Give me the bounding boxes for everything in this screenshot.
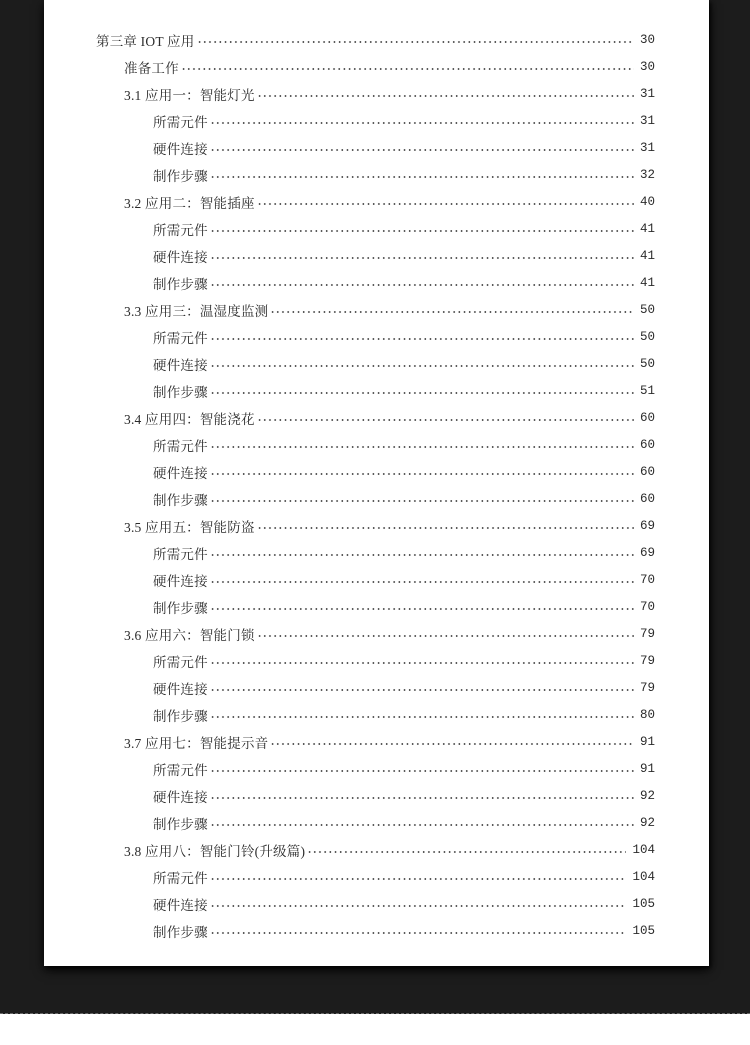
toc-entry[interactable] [44,161,709,188]
toc-dot-leader [210,824,634,826]
toc-dot-leader [257,635,634,637]
toc-entry-title: 硬件连接 [153,789,208,805]
toc-entry[interactable] [44,755,709,782]
toc-dot-leader [257,527,634,529]
toc-dot-leader [210,689,634,691]
toc-entry-page-number: 41 [639,275,655,290]
toc-entry[interactable] [44,917,709,944]
toc-entry-title: 硬件连接 [153,249,208,265]
toc-entry[interactable] [44,80,709,107]
toc-entry-page-number: 91 [639,761,655,776]
toc-entry-title: 制作步骤 [153,384,208,400]
toc-entry-title: 硬件连接 [153,573,208,589]
toc-dot-leader [210,230,634,232]
toc-entry-title: 硬件连接 [153,141,208,157]
toc-entry-page-number: 50 [639,302,655,317]
toc-entry[interactable] [44,269,709,296]
toc-entry[interactable] [44,350,709,377]
toc-entry-title: 所需元件 [153,114,208,130]
toc-entry-page-number: 92 [639,788,655,803]
toc-entry-page-number: 69 [639,518,655,533]
toc-dot-leader [210,905,627,907]
toc-entry[interactable] [44,242,709,269]
toc-dot-leader [210,770,634,772]
toc-entry-title: 硬件连接 [153,357,208,373]
toc-entry-page-number: 69 [639,545,655,560]
toc-entry-title: 所需元件 [153,546,208,562]
toc-dot-leader [210,257,634,259]
toc-dot-leader [270,311,634,313]
toc-dot-leader [210,284,634,286]
toc-entry-page-number: 104 [632,869,655,884]
toc-entry[interactable] [44,701,709,728]
toc-entry-page-number: 50 [639,329,655,344]
toc-dot-leader [307,851,626,853]
toc-dot-leader [210,473,634,475]
toc-entry[interactable] [44,458,709,485]
toc-entry-page-number: 105 [632,923,655,938]
toc-dot-leader [210,365,634,367]
toc-entry-page-number: 31 [639,140,655,155]
toc-dot-leader [210,554,634,556]
toc-entry-page-number: 92 [639,815,655,830]
toc-dot-leader [210,446,634,448]
document-page [44,0,709,966]
toc-entry-page-number: 79 [639,680,655,695]
toc-entry-page-number: 70 [639,572,655,587]
toc-entry-title: 所需元件 [153,870,208,886]
toc-entry-title: 所需元件 [153,222,208,238]
toc-entry-title: 3.1 应用一：智能灯光 [124,87,255,103]
toc-entry-title: 所需元件 [153,330,208,346]
toc-entry-page-number: 41 [639,248,655,263]
toc-entry[interactable] [44,431,709,458]
toc-entry-page-number: 70 [639,599,655,614]
toc-dot-leader [197,41,634,43]
toc-entry-page-number: 30 [639,59,655,74]
toc-dot-leader [210,338,634,340]
toc-entry-title: 3.5 应用五：智能防盗 [124,519,255,535]
toc-dot-leader [270,743,634,745]
toc-entry[interactable] [44,539,709,566]
toc-entry-page-number: 91 [639,734,655,749]
toc-dot-leader [181,68,634,70]
toc-entry-page-number: 30 [639,32,655,47]
toc-entry[interactable] [44,863,709,890]
toc-entry[interactable] [44,107,709,134]
toc-entry-title: 制作步骤 [153,600,208,616]
toc-dot-leader [210,122,634,124]
toc-dot-leader [210,500,634,502]
toc-dot-leader [210,608,634,610]
toc-entry-page-number: 50 [639,356,655,371]
toc-entry-page-number: 31 [639,113,655,128]
toc-entry-page-number: 79 [639,653,655,668]
toc-dot-leader [210,662,634,664]
toc-dot-leader [257,203,634,205]
toc-entry-title: 制作步骤 [153,708,208,724]
toc-entry-title: 准备工作 [124,60,179,76]
page-break-divider [0,1013,750,1014]
toc-entry-title: 所需元件 [153,654,208,670]
toc-entry-page-number: 80 [639,707,655,722]
toc-entry[interactable] [44,809,709,836]
toc-entry-page-number: 32 [639,167,655,182]
toc-entry-title: 硬件连接 [153,465,208,481]
toc-entry-page-number: 60 [639,464,655,479]
toc-entry-page-number: 41 [639,221,655,236]
toc-dot-leader [210,392,634,394]
toc-entry-title: 3.7 应用七：智能提示音 [124,735,269,751]
toc-entry-page-number: 104 [632,842,655,857]
toc-entry[interactable] [44,836,709,863]
toc-entry-title: 制作步骤 [153,816,208,832]
toc-dot-leader [210,716,634,718]
toc-entry-title: 制作步骤 [153,168,208,184]
toc-entry[interactable] [44,782,709,809]
toc-dot-leader [257,419,634,421]
toc-entry-page-number: 60 [639,437,655,452]
toc-entry-title: 3.6 应用六：智能门锁 [124,627,255,643]
toc-dot-leader [257,95,634,97]
toc-entry[interactable] [44,323,709,350]
toc-entry-page-number: 31 [639,86,655,101]
toc-entry-page-number: 60 [639,410,655,425]
toc-entry-title: 3.2 应用二：智能插座 [124,195,255,211]
toc-entry[interactable] [44,566,709,593]
toc-entry[interactable] [44,674,709,701]
toc-entry[interactable] [44,728,709,755]
toc-entry[interactable] [44,647,709,674]
toc-entry[interactable] [44,53,709,80]
toc-entry[interactable] [44,620,709,647]
toc-entry-title: 3.4 应用四：智能浇花 [124,411,255,427]
toc-entry-title: 制作步骤 [153,492,208,508]
toc-entry[interactable] [44,377,709,404]
toc-entry[interactable] [44,134,709,161]
toc-entry-title: 3.8 应用八：智能门铃(升级篇) [124,843,306,859]
toc-entry[interactable] [44,26,709,53]
toc-entry-title: 第三章 IOT 应用 [96,33,195,49]
toc-entry[interactable] [44,485,709,512]
toc-entry-title: 制作步骤 [153,924,208,940]
toc-entry[interactable] [44,512,709,539]
toc-entry-page-number: 40 [639,194,655,209]
toc-entry-page-number: 105 [632,896,655,911]
toc-entry[interactable] [44,404,709,431]
toc-entry-page-number: 60 [639,491,655,506]
toc-entry-title: 制作步骤 [153,276,208,292]
toc-dot-leader [210,932,627,934]
toc-entry-title: 所需元件 [153,762,208,778]
table-of-contents [44,26,709,944]
toc-entry[interactable] [44,296,709,323]
toc-dot-leader [210,878,627,880]
toc-entry-page-number: 51 [639,383,655,398]
toc-dot-leader [210,797,634,799]
toc-entry-page-number: 79 [639,626,655,641]
toc-entry[interactable] [44,890,709,917]
toc-dot-leader [210,176,634,178]
toc-entry[interactable] [44,593,709,620]
toc-entry[interactable] [44,188,709,215]
toc-entry[interactable] [44,215,709,242]
toc-entry-title: 硬件连接 [153,897,208,913]
toc-dot-leader [210,149,634,151]
toc-entry-title: 硬件连接 [153,681,208,697]
toc-dot-leader [210,581,634,583]
toc-entry-title: 3.3 应用三：温湿度监测 [124,303,269,319]
toc-entry-title: 所需元件 [153,438,208,454]
